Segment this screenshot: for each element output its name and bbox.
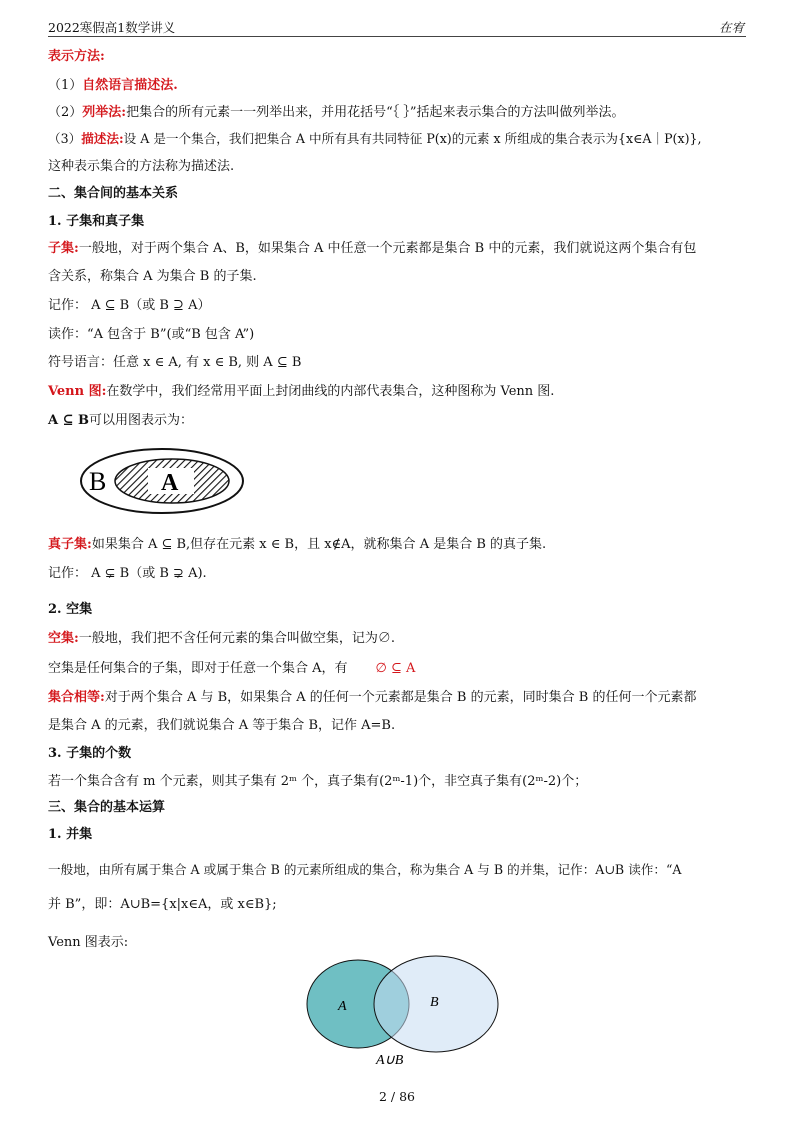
header-title: 2022寒假高1数学讲义 [48,20,176,35]
set-equality-definition: 集合相等:对于两个集合 A 与 B，如果集合 A 的任何一个元素都是集合 B 的元素，同时集合 B 的任何一个元素都 [48,690,697,705]
empty-set-formula: ∅ ⊆ A [375,661,416,676]
venn-intro: A ⊆ B可以用图表示为： [48,413,194,428]
set-equality-cont: 是集合 A 的元素，我们就说集合 A 等于集合 B，记作 A=B. [48,718,396,733]
set-b-label: B [430,995,439,1010]
page-header [48,14,746,37]
union-venn-diagram [300,950,530,1070]
subset-definition: 子集:一般地，对于两个集合 A、B，如果集合 A 中任意一个元素都是集合 B 中的元素，我们就说这两个集合有包 [48,241,697,256]
venn-definition: Venn 图:在数学中，我们经常用平面上封闭曲线的内部代表集合，这种图称为 Venn 图. [48,384,555,399]
repr-item-2: （2）列举法:把集合的所有元素一一列举出来，并用花括号“｛ ｝”括起来表示集合的方法叫做列举法。 [48,105,625,120]
empty-set-definition: 空集:一般地，我们把不含任何元素的集合叫做空集，记为∅. [48,631,395,646]
repr-item-1: （1）自然语言描述法. [48,78,178,93]
repr-item-3-cont: 这种表示集合的方法称为描述法. [48,159,235,174]
page-number: 2 / 86 [378,1089,416,1104]
subset-heading: 1. 子集和真子集 [48,214,145,229]
subset-venn-diagram [78,446,246,516]
union-definition: 一般地，由所有属于集合 A 或属于集合 B 的元素所组成的集合，称为集合 A 与 B 的并集，记作：A∪B 读作：“A [48,862,682,877]
header-author: 在宥 [718,20,744,35]
union-definition-cont: 并 B”，即：A∪B={x|x∈A，或 x∈B}; [48,897,277,912]
proper-subset-notation: 记作： A ⊊ B（或 B ⊋ A). [48,566,207,581]
subset-symbolic: 符号语言：任意 x ∈ A, 有 x ∈ B, 则 A ⊆ B [48,355,302,370]
subset-count-text: 若一个集合含有 m 个元素，则其子集有 2ᵐ 个，真子集有(2ᵐ-1)个，非空真子集有(2ᵐ-2)个； [48,774,588,789]
proper-subset-definition: 真子集:如果集合 A ⊆ B,但存在元素 x ∈ B，且 x∉A，就称集合 A 是集合 B 的真子集. [48,537,547,552]
subset-notation: 记作： A ⊆ B（或 B ⊇ A） [48,298,211,313]
union-heading: 1. 并集 [48,827,93,842]
empty-set-heading: 2. 空集 [48,602,93,617]
set-a-label: A [338,999,347,1014]
section3-title: 三、集合的基本运算 [48,800,166,815]
set-a-label: A [161,470,179,496]
union-venn-caption: Venn 图表示: [48,935,129,950]
empty-set-subset: 空集是任何集合的子集，即对于任意一个集合 A，有 ∅ ⊆ A [48,661,416,676]
repr-title: 表示方法: [48,49,105,64]
repr-item-3: （3）描述法:设 A 是一个集合，我们把集合 A 中所有具有共同特征 P(x)的元素 x 所组成的集合表示为{x∈A｜P(x)}, [48,131,702,146]
set-b-label: B [89,467,107,496]
section2-title: 二、集合间的基本关系 [48,186,179,201]
subset-reading: 读作：“A 包含于 B”(或“B 包含 A”) [48,327,255,342]
subset-definition-cont: 含关系，称集合 A 为集合 B 的子集. [48,269,257,284]
union-label: A∪B [376,1053,404,1068]
subset-count-heading: 3. 子集的个数 [48,746,132,761]
